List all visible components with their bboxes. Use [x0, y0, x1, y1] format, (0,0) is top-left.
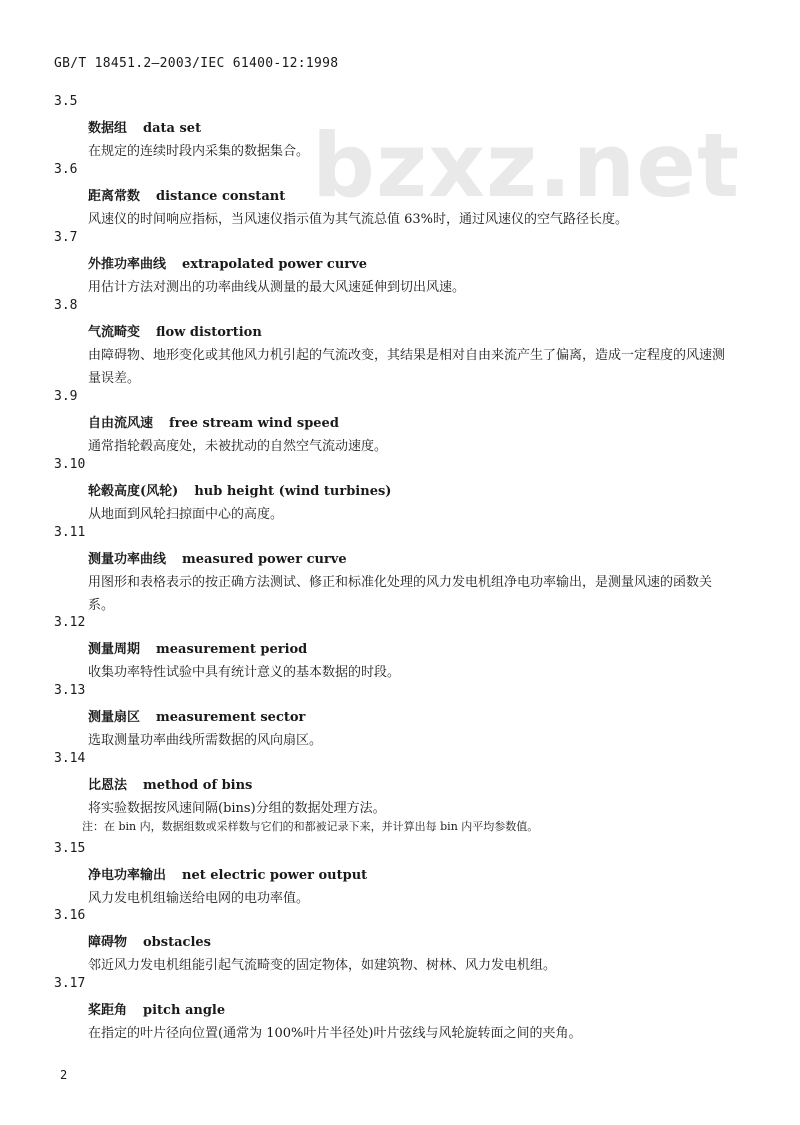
term-title	[88, 638, 307, 657]
term-number: 3.13	[54, 683, 86, 698]
term-title	[88, 185, 285, 204]
term-en: method of bins	[143, 778, 253, 793]
term-number: 3.11	[54, 525, 86, 540]
term-number: 3.7	[54, 230, 78, 245]
term-number: 3.6	[54, 162, 78, 177]
term-definition: 风力发电机组输送给电网的电功率值。	[88, 891, 310, 906]
watermark: bzxz.net	[312, 114, 741, 217]
term-cn: 比恩法	[88, 778, 128, 793]
term-en: distance constant	[156, 189, 286, 204]
term-cn: 净电功率输出	[88, 868, 167, 883]
term-cn: 外推功率曲线	[88, 257, 167, 272]
document-header: GB/T 18451.2—2003/IEC 61400-12:1998	[54, 56, 339, 71]
term-cn: 测量扇区	[88, 710, 141, 725]
term-en: extrapolated power curve	[182, 257, 367, 272]
term-en: net electric power output	[182, 868, 368, 883]
note: 注：在 bin 内，数据组数或采样数与它们的和都被记录下来，并计算出每 bin 内平均参数值。	[82, 820, 539, 833]
term-definition: 由障碍物、地形变化或其他风力机引起的气流改变，其结果是相对自由来流产生了偏离，造成一定程度的风速测量误差。	[88, 348, 726, 386]
term-title	[88, 931, 211, 950]
term-en: measurement sector	[156, 710, 306, 725]
term-definition: 用图形和表格表示的按正确方法测试、修正和标准化处理的风力发电机组净电功率输出，是测量风速的函数关系。	[88, 575, 713, 613]
term-title	[88, 999, 225, 1018]
term-cn: 自由流风速	[88, 416, 154, 431]
term-definition: 在规定的连续时段内采集的数据集合。	[88, 144, 310, 159]
term-title	[88, 480, 391, 499]
term-cn: 距离常数	[88, 189, 141, 204]
term-definition: 收集功率特性试验中具有统计意义的基本数据的时段。	[88, 665, 401, 680]
term-title	[88, 412, 339, 431]
term-en: free stream wind speed	[169, 416, 339, 431]
term-cn: 轮毂高度(风轮)	[88, 484, 179, 499]
term-definition: 通常指轮毂高度处，未被扰动的自然空气流动速度。	[88, 439, 388, 454]
term-cn: 测量功率曲线	[88, 552, 167, 567]
term-en: obstacles	[143, 935, 211, 950]
term-title	[88, 321, 262, 340]
term-definition: 邻近风力发电机组能引起气流畸变的固定物体，如建筑物、树林、风力发电机组。	[88, 958, 557, 973]
term-title	[88, 864, 367, 883]
term-title	[88, 774, 252, 793]
term-cn: 数据组	[88, 121, 128, 136]
term-number: 3.16	[54, 908, 86, 923]
term-definition: 选取测量功率曲线所需数据的风向扇区。	[88, 733, 323, 748]
term-en: pitch angle	[143, 1003, 226, 1018]
term-cn: 测量周期	[88, 642, 141, 657]
term-definition: 用估计方法对测出的功率曲线从测量的最大风速延伸到切出风速。	[88, 280, 466, 295]
term-en: measured power curve	[182, 552, 347, 567]
term-definition: 风速仪的时间响应指标，当风速仪指示值为其气流总值 63%时，通过风速仪的空气路径长度。	[88, 212, 629, 227]
term-definition: 将实验数据按风速间隔(bins)分组的数据处理方法。	[88, 801, 386, 816]
term-number: 3.8	[54, 298, 78, 313]
term-en: measurement period	[156, 642, 308, 657]
term-title	[88, 117, 201, 136]
term-cn: 气流畸变	[88, 325, 141, 340]
term-number: 3.5	[54, 94, 78, 109]
term-en: flow distortion	[156, 325, 262, 340]
term-en: hub height (wind turbines)	[194, 484, 392, 499]
term-number: 3.14	[54, 751, 86, 766]
term-title	[88, 253, 367, 272]
term-definition: 在指定的叶片径向位置(通常为 100%叶片半径处)叶片弦线与风轮旋转面之间的夹角。	[88, 1026, 582, 1041]
term-number: 3.12	[54, 615, 86, 630]
term-en: data set	[143, 121, 202, 136]
page-number: 2	[60, 1068, 68, 1082]
term-definition: 从地面到风轮扫掠面中心的高度。	[88, 507, 284, 522]
term-number: 3.10	[54, 457, 86, 472]
term-title	[88, 706, 305, 725]
term-number: 3.15	[54, 841, 86, 856]
term-cn: 障碍物	[88, 935, 128, 950]
term-number: 3.9	[54, 389, 78, 404]
term-cn: 桨距角	[88, 1003, 128, 1018]
term-number: 3.17	[54, 976, 86, 991]
term-title	[88, 548, 347, 567]
